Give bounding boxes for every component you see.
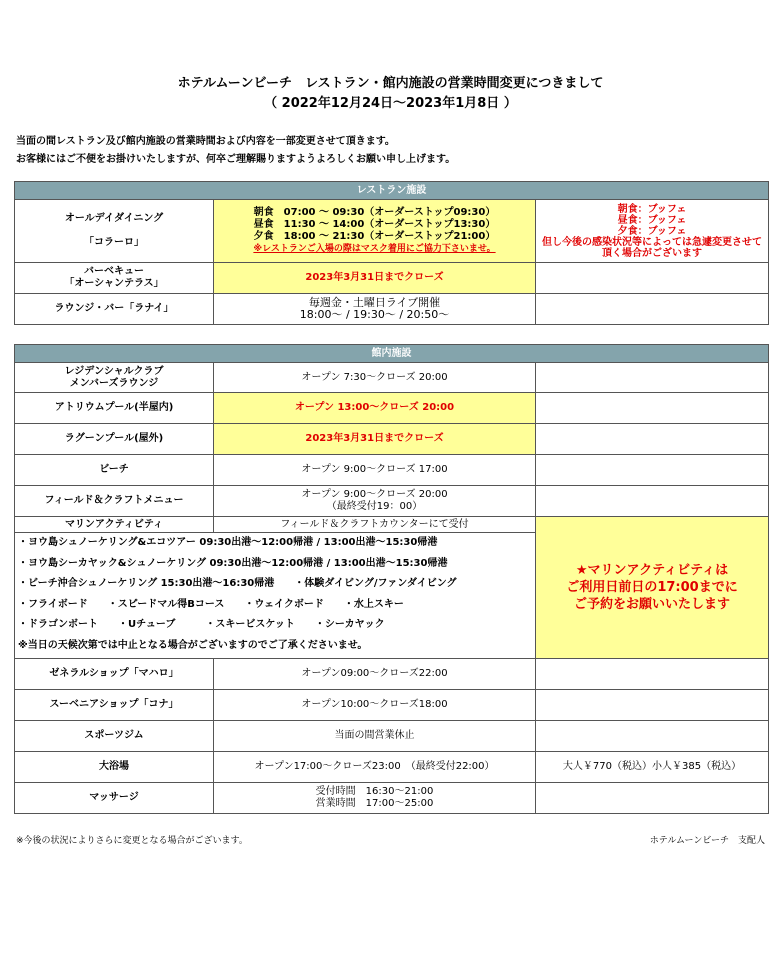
field-hours: オープン 9:00～クローズ 20:00 （最終受付19：00） — [214, 486, 536, 517]
lagoon-status: 2023年3月31日までクローズ — [214, 424, 536, 455]
bbq-name: バーベキュー 「オーシャンテラス」 — [15, 263, 214, 294]
massage-name: マッサージ — [15, 783, 214, 814]
lagoon-notes — [536, 424, 769, 455]
general-shop-notes — [536, 659, 769, 690]
period: （ 2022年12月24日～2023年1月8日 ） — [264, 96, 517, 111]
lounge-schedule: 毎週金・土曜日ライブ開催 18:00～ / 19:30～ / 20:50～ — [214, 294, 536, 325]
gym-name: スポーツジム — [15, 721, 214, 752]
residential-hours: オープン 7:30～クローズ 20:00 — [214, 363, 536, 393]
allday-name: オールデイダイニング 「コラーロ」 — [15, 200, 214, 263]
marine-list — [15, 533, 536, 659]
marine-name: マリンアクティビティ — [15, 517, 214, 533]
facility-header: 館内施設 — [15, 345, 769, 363]
souvenir-shop-notes — [536, 690, 769, 721]
footer-note: ※今後の状況によりさらに変更となる場合がございます。 — [16, 836, 248, 846]
intro-line-2: お客様にはご不便をお掛けいたしますが、何卒ご理解賜りますようよろしくお願い申し上げます。 — [16, 154, 456, 165]
marine-caution: ※当日の天候次第では中止となる場合がございますのでご了承くださいませ。 — [18, 639, 368, 651]
facility-table — [14, 344, 769, 814]
lounge-name: ラウンジ・バー「ラナイ」 — [15, 294, 214, 325]
atrium-hours: オープン 13:00～クローズ 20:00 — [214, 393, 536, 424]
bbq-notes — [536, 263, 769, 294]
gym-status: 当面の間営業休止 — [214, 721, 536, 752]
beach-name: ビーチ — [15, 455, 214, 486]
field-name: フィールド＆クラフトメニュー — [15, 486, 214, 517]
marine-item: ・フライボード ・スピードマル得Bコース ・ウェイクボード ・水上スキー — [18, 598, 404, 610]
allday-notes: 朝食：ブッフェ 昼食：ブッフェ 夕食：ブッフェ 但し今後の感染状況等によっては急遽変更させて頂く場合がございます — [536, 200, 769, 263]
residential-notes — [536, 363, 769, 393]
footer-signature: ホテルムーンビーチ 支配人 — [649, 836, 765, 846]
massage-hours: 受付時間 16:30～21:00 営業時間 17:00～25:00 — [214, 783, 536, 814]
bath-hours: オープン17:00～クローズ23:00 （最終受付22:00） — [214, 752, 536, 783]
general-shop-name: ゼネラルショップ「マハロ」 — [15, 659, 214, 690]
atrium-notes — [536, 393, 769, 424]
marine-notice: ★マリンアクティビティは ご利用日前日の17:00までに ご予約をお願いいたします — [536, 517, 769, 659]
bath-name: 大浴場 — [15, 752, 214, 783]
souvenir-shop-name: スーベニアショップ「コナ」 — [15, 690, 214, 721]
marine-reception: フィールド＆クラフトカウンターにて受付 — [214, 517, 536, 533]
marine-item: ・ドラゴンボート ・Uチューブ ・スキービスケット ・シーカヤック — [18, 619, 385, 630]
souvenir-shop-hours: オープン10:00～クローズ18:00 — [214, 690, 536, 721]
beach-notes — [536, 455, 769, 486]
massage-notes — [536, 783, 769, 814]
residential-name: レジデンシャルクラブ メンバーズラウンジ — [15, 363, 214, 393]
marine-item: ・ヨウ島シュノーケリング&エコツアー 09:30出港～12:00帰港 / 13:00出港～15:30帰港 — [18, 537, 438, 548]
allday-hours: 朝食 07:00 ～ 09:30（オーダーストップ09:30） 昼食 11:30 ～ 14:00（オーダーストップ13:30） 夕食 18:00 ～ 21:30（オーダーストップ21:00） ※レストランご入場の際はマスク着用にご協力下さいませ。 — [214, 200, 536, 263]
marine-item: ・ヨウ島シーカヤック&シュノーケリング 09:30出港～12:00帰港 / 13:00出港～15:30帰港 — [18, 557, 448, 569]
lounge-notes — [536, 294, 769, 325]
field-notes — [536, 486, 769, 517]
atrium-name: アトリウムプール(半屋内) — [15, 393, 214, 424]
marine-item: ・ビーチ沖合シュノーケリング 15:30出港～16:30帰港 ・体験ダイビング/ファンダイビング — [18, 578, 457, 589]
intro-line-1: 当面の間レストラン及び館内施設の営業時間および内容を一部変更させて頂きます。 — [16, 136, 395, 147]
restaurant-header: レストラン施設 — [15, 182, 769, 200]
general-shop-hours: オープン09:00～クローズ22:00 — [214, 659, 536, 690]
beach-hours: オープン 9:00～クローズ 17:00 — [214, 455, 536, 486]
gym-notes — [536, 721, 769, 752]
page-title: ホテルムーンビーチ レストラン・館内施設の営業時間変更につきまして — [177, 76, 604, 91]
restaurant-table — [14, 181, 769, 325]
bbq-status: 2023年3月31日までクローズ — [214, 263, 536, 294]
lagoon-name: ラグーンプール(屋外) — [15, 424, 214, 455]
bath-price: 大人￥770（税込）小人￥385（税込） — [536, 752, 769, 783]
